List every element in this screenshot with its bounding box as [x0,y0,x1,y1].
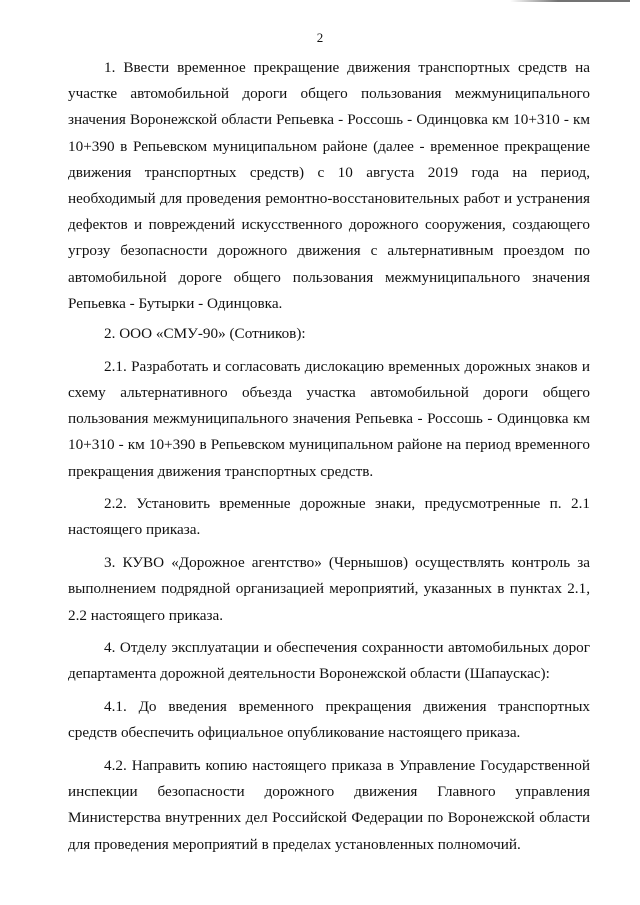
paragraph-2: 2. ООО «СМУ-90» (Сотников): [104,325,306,343]
paragraph-4: 4. Отделу эксплуатации и обеспечения сохранности автомобильных дорог департамента дорожной деятельности Воронежской области (Шапаускас): [68,639,590,683]
paragraph-2-1: 2.1. Разработать и согласовать дислокацию временных дорожных знаков и схему альтернативного объезда участка автомобильной дороги общего пользования межмуниципального значения Репьевка - Россошь - Одинцовка км 10+310 - км 10+390 в Репьевском муниципальном районе на период временного прекращения движения транспортных средств. [68,357,590,480]
paragraph-4-1: 4.1. До введения временного прекращения движения транспортных средств обеспечить официальное опубликование настоящего приказа. [68,698,590,742]
paragraph-2-2: 2.2. Установить временные дорожные знаки, предусмотренные п. 2.1 настоящего приказа. [68,495,590,539]
paragraph-1: 1. Ввести временное прекращение движения транспортных средств на участке автомобильной дороги общего пользования межмуниципального значения Воронежской области Репьевка - Россошь - Одинцовка км 10+310 - км 10+390 в Репьевском муниципальном районе (далее - временное прекращение движения транспортных средств) с 10 августа 2019 года на период, необходимый для проведения ремонтно-восстановительных работ и устранения дефектов и повреждений искусственного дорожного сооружения, создающего угрозу безопасности дорожного движения с альтернативным проездом по автомобильной дороге общего пользования межмуниципального значения Репьевка - Бутырки - Одинцовка. [68,59,590,312]
document-body [68,55,590,858]
page-number: 2 [316,30,324,45]
paragraph-4-2: 4.2. Направить копию настоящего приказа в Управление Государственной инспекции безопасности дорожного движения Главного управления Министерства внутренних дел Российской Федерации по Воронежской области для проведения мероприятий в пределах установленных полномочий. [68,757,590,853]
paragraph-3: 3. КУВО «Дорожное агентство» (Чернышов) осуществлять контроль за выполнением подрядной организацией мероприятий, указанных в пунктах 2.1, 2.2 настоящего приказа. [68,554,590,624]
scan-edge-mark [510,0,630,2]
